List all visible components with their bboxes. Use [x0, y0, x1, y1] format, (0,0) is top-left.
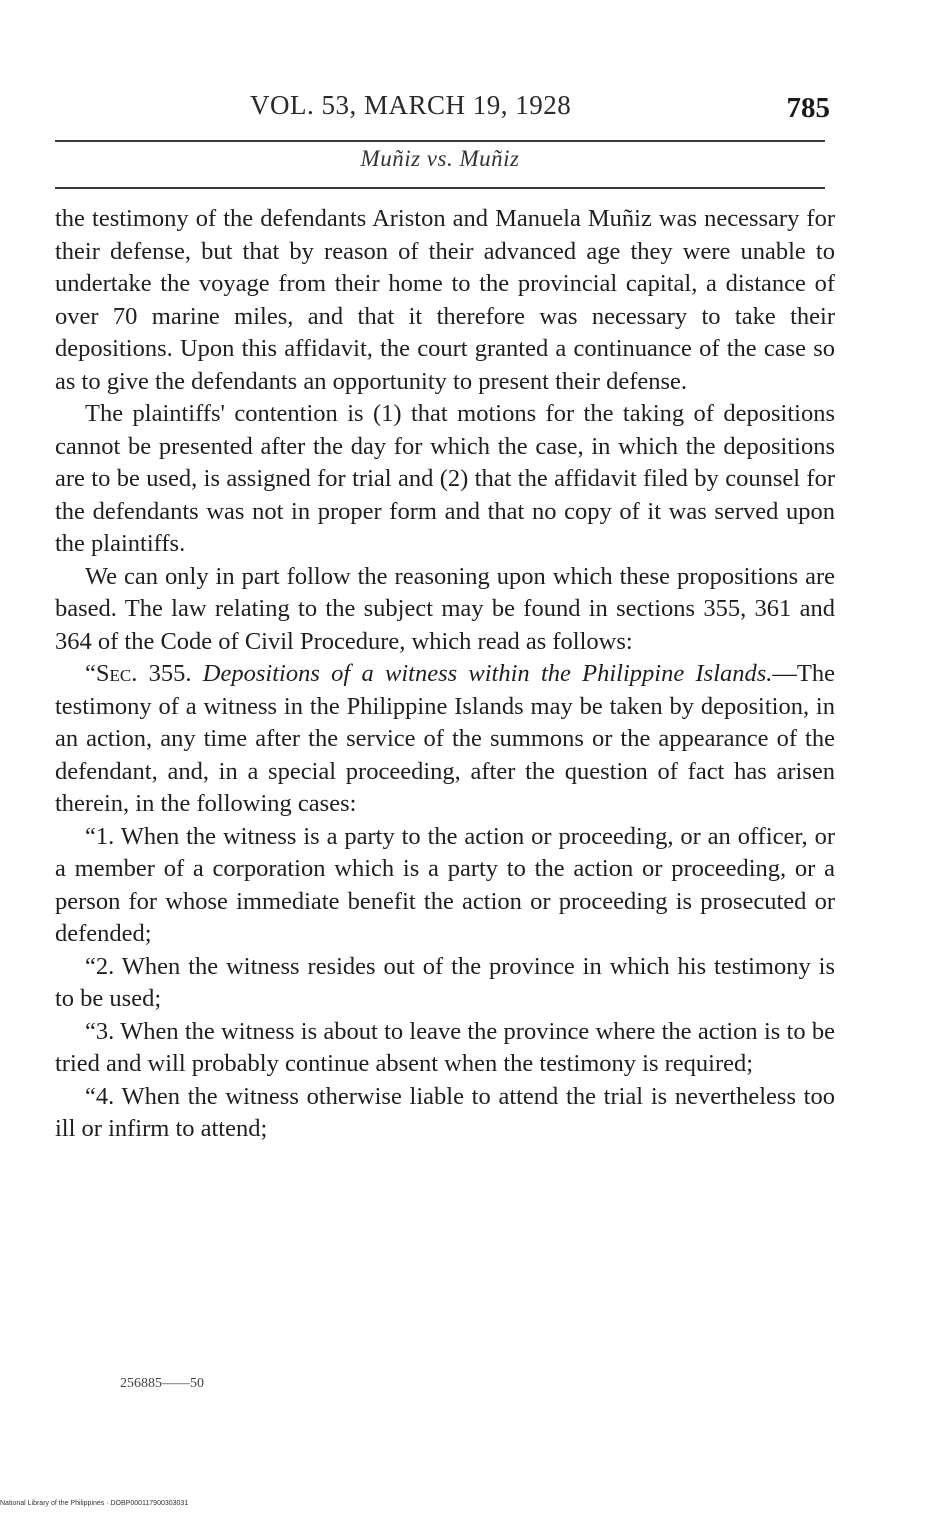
running-head: VOL. 53, MARCH 19, 1928: [250, 90, 572, 120]
print-code: 256885——50: [120, 1376, 204, 1391]
paragraph: We can only in part follow the reasoning upon which these propositions are based. The law relating to the subject may be found in sections 355, 361 and 364 of the Code of Civil Procedure, which read as follows:: [55, 562, 835, 655]
open-quote: “: [85, 660, 96, 687]
paragraph: the testimony of the defendants Ariston and Manuela Muñiz was necessary for their defense, but that by reason of their advanced age they were unable to undertake the voyage from their home to the provincial capital, a distance of over 70 marine miles, and that it therefore was necessary to take their depositions. Upon this affidavit, the court granted a continuance of the case so as to give the defendants an opportunity to present their defense.: [55, 205, 835, 395]
paragraph: “2. When the witness resides out of the province in which his testimony is to be used;: [55, 952, 835, 1012]
header-rule-bottom: [55, 187, 825, 189]
paragraph: The plaintiffs' contention is (1) that motions for the taking of depositions cannot be presented after the day for which the case, in which the depositions are to be used, is assigned for trial and (2) that the affidavit filed by counsel for the defendants was not in proper form and that no copy of it was served upon the plaintiffs.: [55, 400, 835, 557]
header-rule-top: [55, 140, 825, 142]
page-number: 785: [786, 92, 830, 124]
paragraph: “3. When the witness is about to leave the province where the action is to be tried and will probably continue absent when the testimony is required;: [55, 1017, 835, 1077]
section-text: —The testimony of a witness in the Philippine Islands may be taken by deposition, in an action, any time after the service of the summons or the appearance of the defendant, and, in a special proceeding, after the question of fact has arisen therein, in the following cases:: [55, 660, 836, 817]
case-title: Muñiz vs. Muñiz: [360, 146, 520, 171]
section-heading: Depositions of a witness within the Philippine Islands.: [202, 660, 773, 687]
paragraph: “4. When the witness otherwise liable to attend the trial is nevertheless too ill or infirm to attend;: [55, 1082, 835, 1142]
page-header: [250, 90, 830, 130]
paragraph: “1. When the witness is a party to the action or proceeding, or an officer, or a member of a corporation which is a party to the action or proceeding, or a person for whose immediate benefit the action or proceeding is prosecuted or defended;: [55, 822, 835, 947]
section-label: Sec.: [95, 660, 138, 687]
body-text: [55, 203, 835, 1146]
section-355-paragraph: [55, 658, 835, 821]
section-number: 355.: [137, 660, 203, 687]
scan-credit: National Library of the Philippines · DOBP000117900303031: [0, 1500, 189, 1507]
